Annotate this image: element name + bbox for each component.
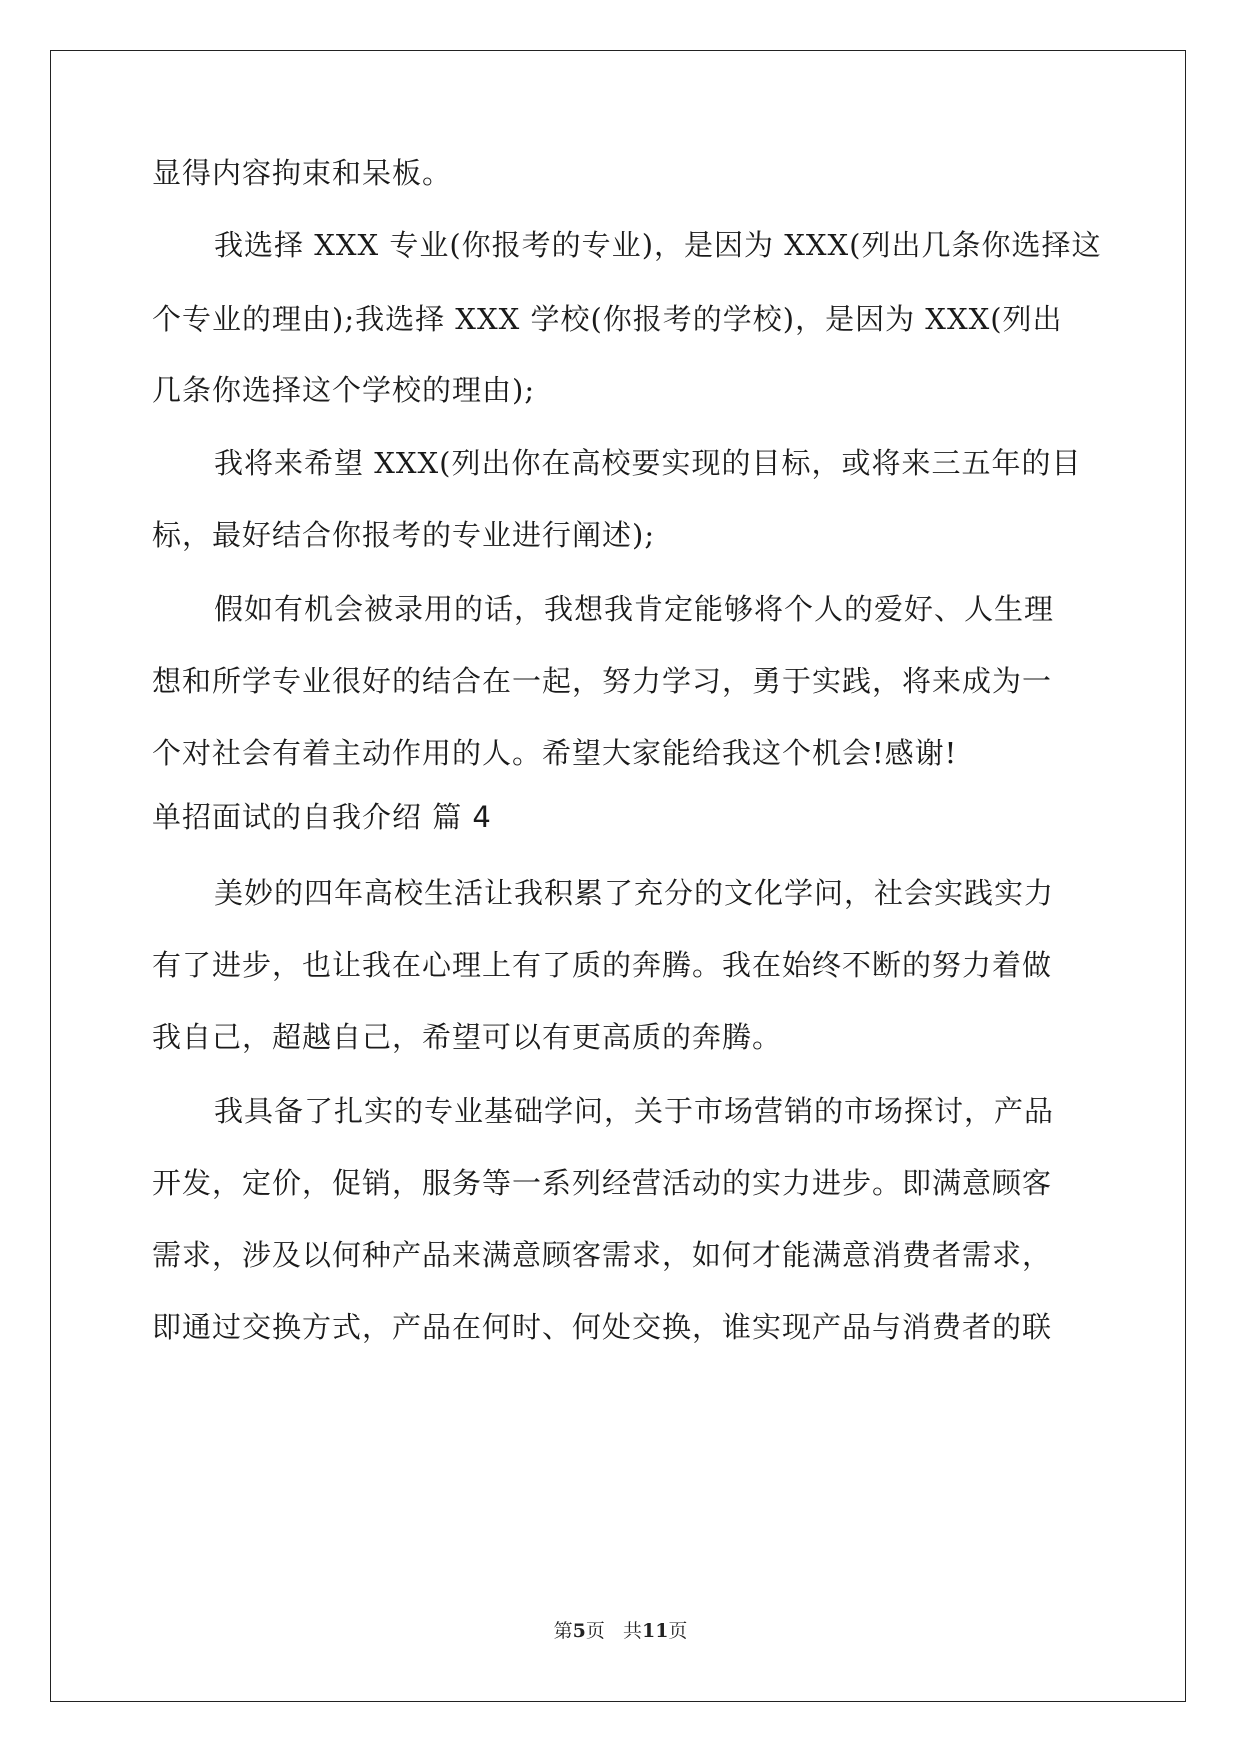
text-line: 需求，涉及以何种产品来满意顾客需求，如何才能满意消费者需求， [152,1238,1053,1272]
text-line: 我具备了扎实的专业基础学问，关于市场营销的市场探讨，产品 [214,1094,1055,1128]
footer-page-prefix: 第 [553,1620,573,1642]
text-line: 我将来希望 XXX(列出你在高校要实现的目标，或将来三五年的目 [214,446,1082,480]
text-line: 标，最好结合你报考的专业进行阐述); [152,518,656,552]
footer-page-number: 5 [572,1620,586,1642]
text-line: 个专业的理由);我选择 XXX 学校(你报考的学校)，是因为 XXX(列出 [152,302,1063,336]
text-line: 显得内容拘束和呆板。 [152,156,453,190]
text-line: 假如有机会被录用的话，我想我肯定能够将个人的爱好、人生理 [214,592,1055,626]
text-line: 我选择 XXX 专业(你报考的专业)，是因为 XXX(列出几条你选择这 [214,228,1102,262]
text-line: 美妙的四年高校生活让我积累了充分的文化学问，社会实践实力 [214,876,1055,910]
footer-total-prefix: 共 [622,1620,642,1642]
text-line: 即通过交换方式，产品在何时、何处交换，谁实现产品与消费者的联 [152,1310,1053,1344]
text-line: 我自己，超越自己，希望可以有更高质的奔腾。 [152,1020,783,1054]
page-footer [0,1616,1241,1643]
text-line: 开发，定价，促销，服务等一系列经营活动的实力进步。即满意顾客 [152,1166,1053,1200]
footer-total-suffix: 页 [668,1620,688,1642]
footer-page-suffix: 页 [585,1620,605,1642]
text-line: 有了进步，也让我在心理上有了质的奔腾。我在始终不断的努力着做 [152,948,1053,982]
section-heading: 单招面试的自我介绍 篇 4 [152,800,492,834]
text-line: 个对社会有着主动作用的人。希望大家能给我这个机会!感谢! [152,736,958,770]
text-line: 想和所学专业很好的结合在一起，努力学习，勇于实践，将来成为一 [152,664,1053,698]
footer-total-number: 11 [641,1620,669,1642]
text-line: 几条你选择这个学校的理由); [152,373,536,407]
